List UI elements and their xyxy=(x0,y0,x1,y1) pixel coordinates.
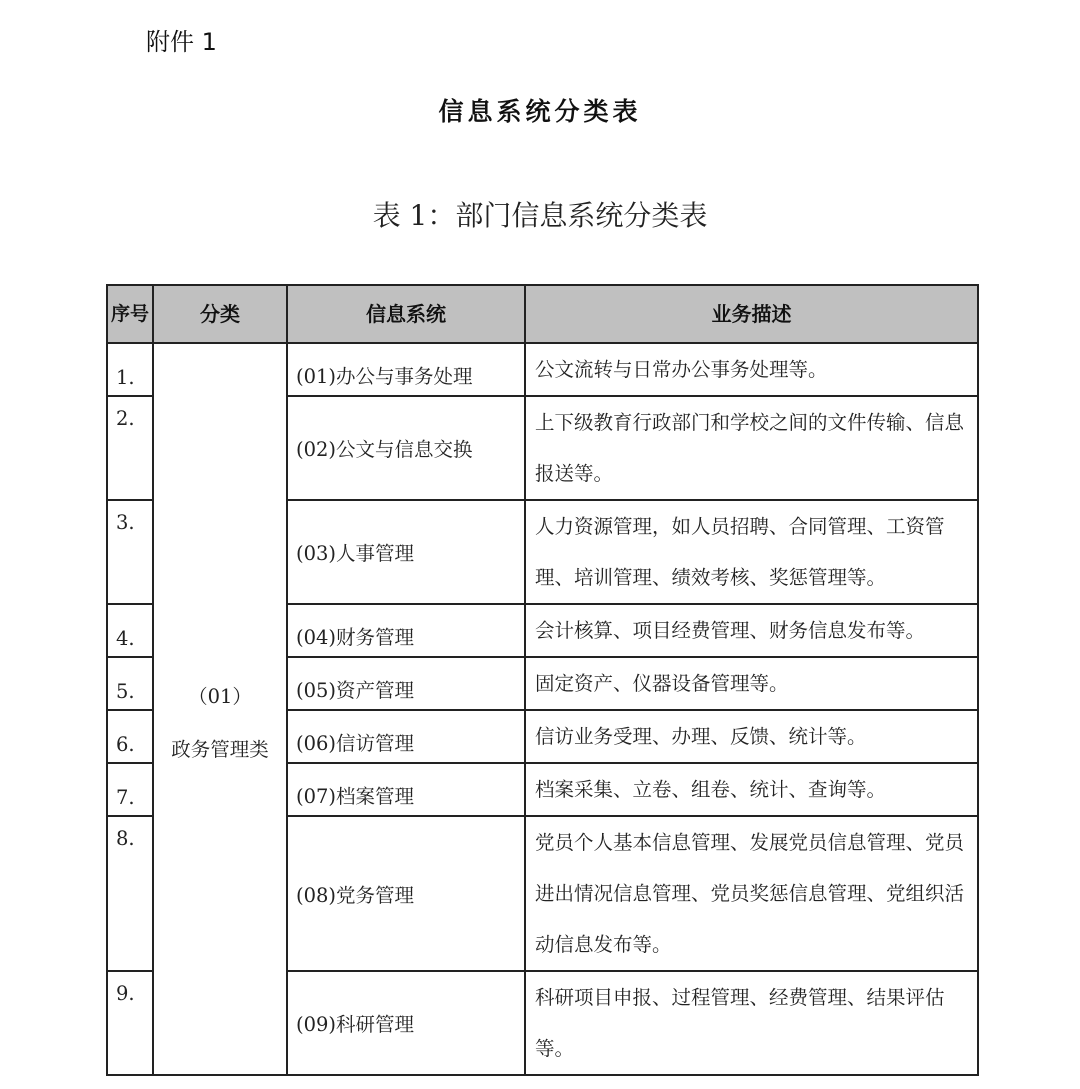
row-description: 上下级教育行政部门和学校之间的文件传输、信息报送等。 xyxy=(525,396,978,500)
row-description: 信访业务受理、办理、反馈、统计等。 xyxy=(525,710,978,763)
row-description: 科研项目申报、过程管理、经费管理、结果评估等。 xyxy=(525,971,978,1075)
row-seq: 8. xyxy=(107,816,153,971)
row-seq: 6. xyxy=(107,710,153,763)
header-description: 业务描述 xyxy=(525,285,978,343)
category-cell xyxy=(153,343,287,1075)
row-seq: 5. xyxy=(107,657,153,710)
row-system: (06)信访管理 xyxy=(287,710,525,763)
row-description: 固定资产、仪器设备管理等。 xyxy=(525,657,978,710)
row-system: (01)办公与事务处理 xyxy=(287,343,525,396)
row-description: 会计核算、项目经费管理、财务信息发布等。 xyxy=(525,604,978,657)
table-caption: 表 1：部门信息系统分类表 xyxy=(372,199,708,232)
row-system: (05)资产管理 xyxy=(287,657,525,710)
attachment-label: 附件 1 xyxy=(146,28,217,56)
classification-table xyxy=(106,284,979,1076)
row-description: 人力资源管理，如人员招聘、合同管理、工资管理、培训管理、绩效考核、奖惩管理等。 xyxy=(525,500,978,604)
row-system: (08)党务管理 xyxy=(287,816,525,971)
page-title: 信息系统分类表 xyxy=(438,97,642,126)
table-header-row xyxy=(107,285,978,343)
row-system: (04)财务管理 xyxy=(287,604,525,657)
row-system: (09)科研管理 xyxy=(287,971,525,1075)
row-system: (07)档案管理 xyxy=(287,763,525,816)
row-description: 公文流转与日常办公事务处理等。 xyxy=(525,343,978,396)
row-description: 党员个人基本信息管理、发展党员信息管理、党员进出情况信息管理、党员奖惩信息管理、党组织活动信息发布等。 xyxy=(525,816,978,971)
row-description: 档案采集、立卷、组卷、统计、查询等。 xyxy=(525,763,978,816)
category-code: （01） xyxy=(188,685,252,708)
row-seq: 4. xyxy=(107,604,153,657)
row-seq: 3. xyxy=(107,500,153,604)
header-category: 分类 xyxy=(153,285,287,343)
row-seq: 7. xyxy=(107,763,153,816)
header-system: 信息系统 xyxy=(287,285,525,343)
row-system: (03)人事管理 xyxy=(287,500,525,604)
header-seq: 序号 xyxy=(107,285,153,343)
row-seq: 2. xyxy=(107,396,153,500)
row-system: (02)公文与信息交换 xyxy=(287,396,525,500)
table-row xyxy=(107,343,978,396)
row-seq: 9. xyxy=(107,971,153,1075)
category-name: 政务管理类 xyxy=(171,738,269,761)
row-seq: 1. xyxy=(107,343,153,396)
